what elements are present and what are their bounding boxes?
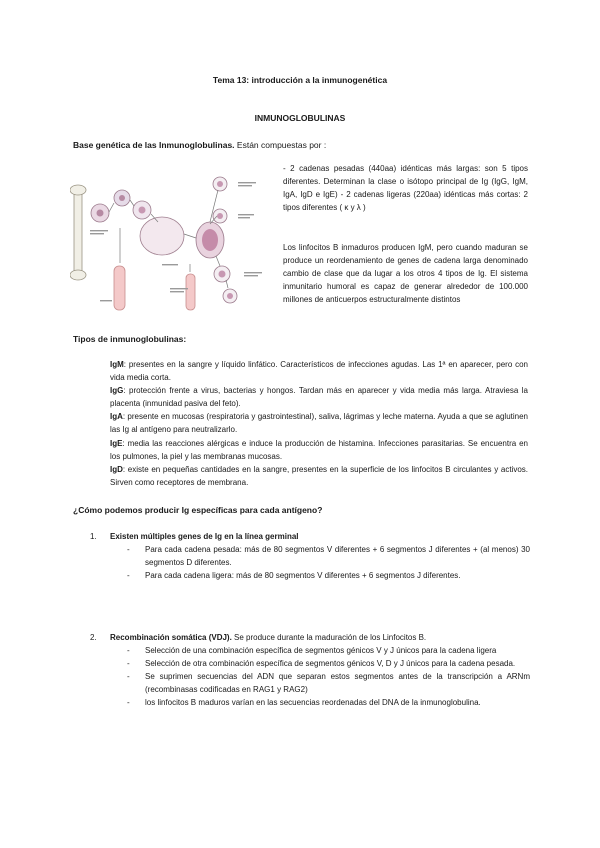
- page-title: Tema 13: introducción a la inmunogenética: [212, 75, 388, 85]
- basis-rest: Están compuestas por :: [234, 140, 327, 150]
- type-name: IgD: [110, 464, 123, 474]
- type-name: IgG: [110, 386, 124, 396]
- type-igd: [110, 463, 528, 489]
- type-igm: [110, 358, 528, 384]
- section-number: 1.: [90, 532, 97, 541]
- type-text: : presentes en la sangre y líquido linfático. Característicos de infecciones agudas. Las 1ª en aparecer, pero con vida media corta.: [110, 360, 528, 383]
- type-name: IgM: [110, 360, 124, 369]
- section-title: Existen múltiples genes de Ig en la línea germinal: [110, 532, 299, 541]
- type-name: IgA: [110, 412, 123, 422]
- type-text: : presente en mucosas (respiratoria y gastrointestinal), saliva, lágrimas y leche materna. Ayuda a que se aglutinen las Ig al antígeno para neutralizarlo.: [110, 412, 528, 435]
- bcell-development-figure: [70, 168, 270, 313]
- list-item: - Selección de una combinación específica de segmentos génicos V y J únicos para la cadena ligera: [90, 644, 530, 657]
- type-iga: [110, 410, 528, 436]
- list-item: - Para cada cadena ligera: más de 80 segmentos V diferentes + 6 segmentos J diferentes.: [90, 569, 530, 582]
- section-heading: INMUNOGLOBULINAS: [254, 113, 346, 123]
- section-number: 2.: [90, 633, 97, 642]
- type-ige: [110, 437, 528, 463]
- section-title: [110, 631, 530, 644]
- types-heading: Tipos de inmunoglobulinas:: [73, 334, 187, 344]
- type-text: : media las reacciones alérgicas e induce la producción de histamina. Infecciones parasitarias. Se encuentra en los pulmones, la piel y las membranas mucosas.: [110, 438, 528, 461]
- question-heading: ¿Cómo podemos producir Ig específicas para cada antígeno?: [73, 505, 323, 515]
- list-item: - Selección de otra combinación específica de segmentos génicos V, D y J únicos para la cadena pesada.: [90, 657, 530, 670]
- section-title-rest: Se produce durante la maduración de los Linfocitos B.: [231, 633, 427, 642]
- type-name: IgE: [110, 438, 123, 448]
- type-text: : protección frente a virus, bacterias y hongos. Tardan más en aparecer y vida media más larga. Atraviesa la placenta (inmunidad pasiva del feto).: [110, 386, 528, 409]
- type-igg: [110, 384, 528, 410]
- section-germline-genes: [90, 530, 530, 582]
- section-somatic-recombination: [90, 631, 530, 709]
- class-switch-paragraph: Los linfocitos B inmaduros producen IgM, pero cuando maduran se produce un reordenamiento de genes de cadena larga denominado cambio de clase que da lugar a los otros 4 tipos de Ig. El sistema inmunitario humoral es capaz de generar alrededor de 100.000 millones de anticuerpos estructuralmente distintos: [283, 243, 528, 304]
- type-text: : existe en pequeñas cantidades en la sangre, presentes en la superficie de los linfocitos B circulantes y activos. Sirven como receptores de membrana.: [110, 464, 528, 487]
- list-item: - los linfocitos B maduros varían en las secuencias reordenadas del DNA de la inmunoglobulina.: [90, 696, 530, 709]
- immunoglobulin-types-list: [110, 358, 528, 489]
- list-item: - Se suprimen secuencias del ADN que separan estos segmentos antes de la transcripción a ARNm (recombinasas codificadas en RAG1 y RAG2): [90, 670, 530, 696]
- basis-line: [73, 140, 326, 150]
- bullet-list: [90, 543, 530, 582]
- section-title-bold: Recombinación somática (VDJ).: [110, 633, 232, 642]
- chain-description: - 2 cadenas pesadas (440aa) idénticas más largas: son 5 tipos diferentes. Determinan la clase o isótopo principal de Ig (IgG, IgM, IgA, IgD e IgE) - 2 cadenas ligeras (220aa) idénticas más cortas: 2 tipos diferentes ( κ y λ ): [283, 164, 528, 212]
- list-item: - Para cada cadena pesada: más de 80 segmentos V diferentes + 6 segmentos J diferentes + (al menos) 30 segmentos D diferentes.: [90, 543, 530, 569]
- basis-bold: Base genética de las Inmunoglobulinas.: [73, 140, 235, 150]
- bullet-list: [90, 644, 530, 709]
